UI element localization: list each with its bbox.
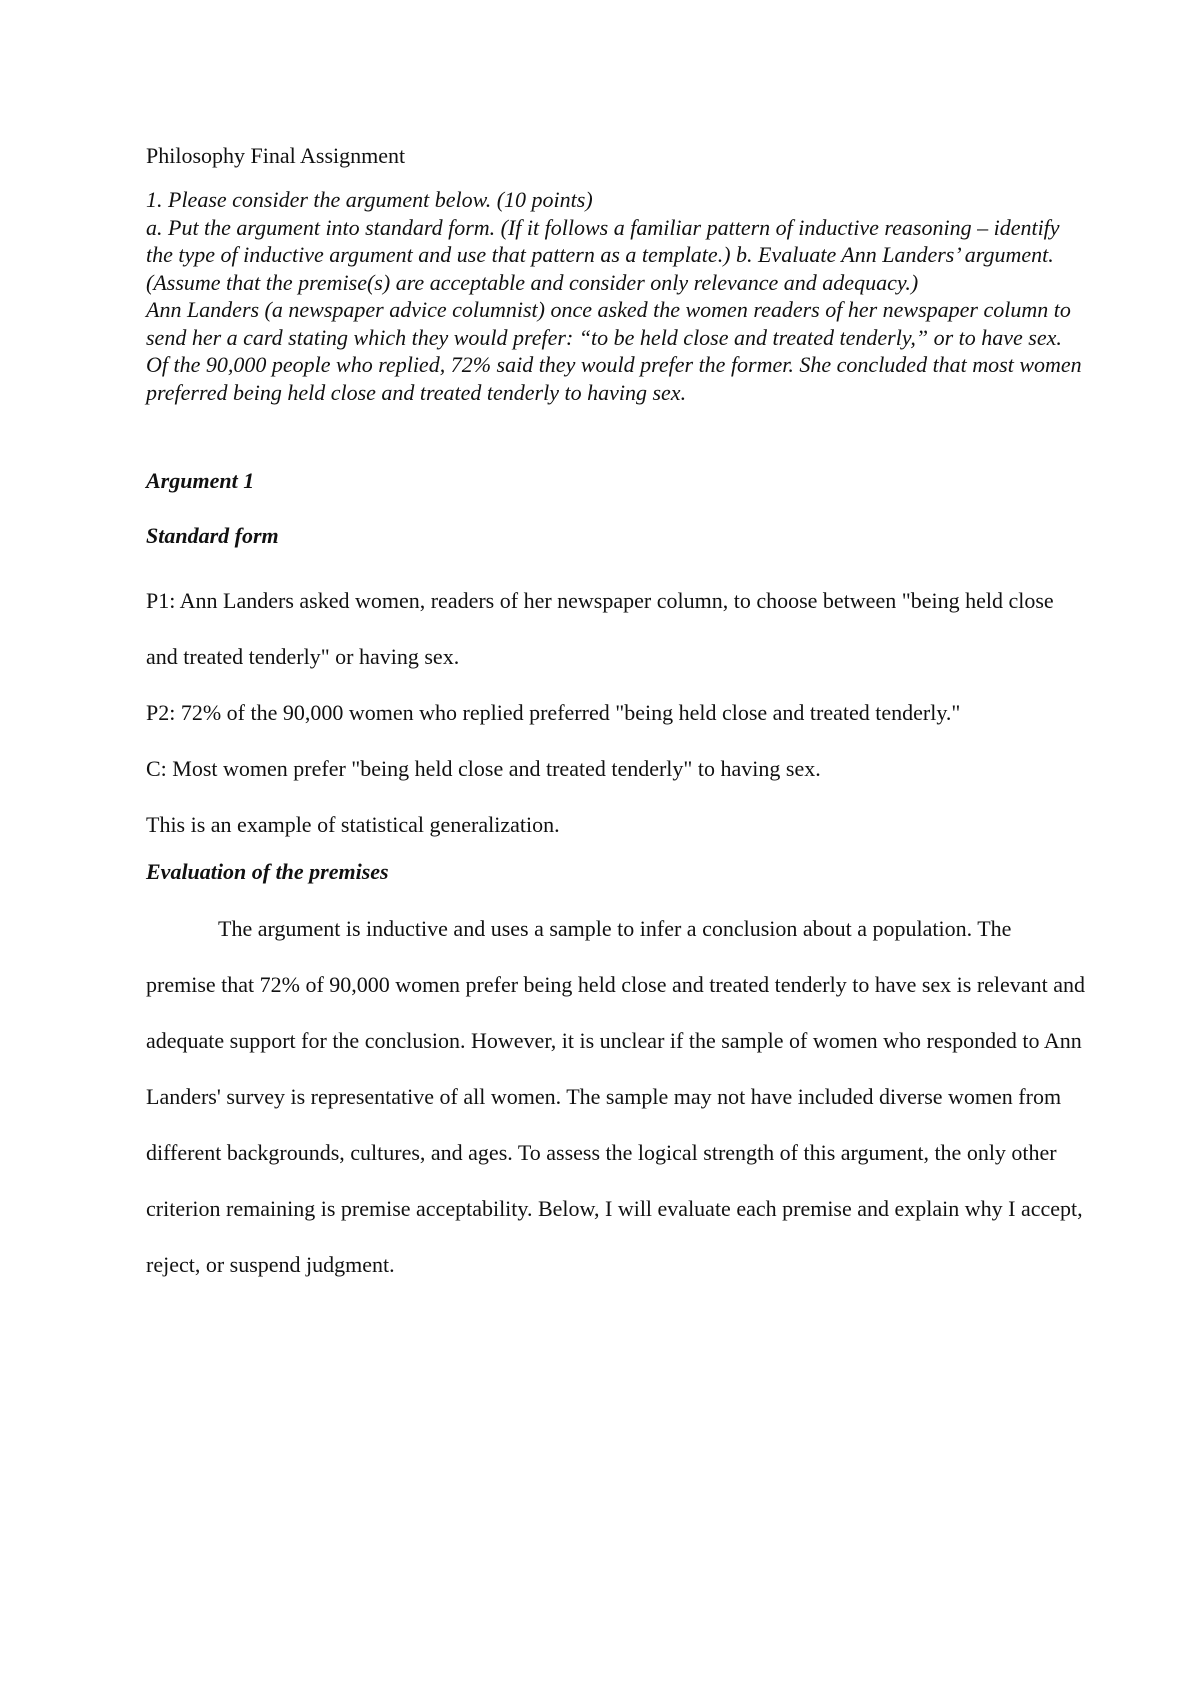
standard-form-heading: Standard form [146,523,279,548]
assignment-prompt [146,186,1086,406]
prompt-scenario: Ann Landers (a newspaper advice columnist) once asked the women readers of her newspaper column to send her a card stating which they would prefer: “to be held close and treated tenderly,” or to have sex. Of the 90,000 people who replied, 72% said they would prefer the former. She concluded that most women preferred being held close and treated tenderly to having sex. [146,297,1082,405]
evaluation-paragraph: The argument is inductive and uses a sample to infer a conclusion about a population. The premise that 72% of 90,000 women prefer being held close and treated tenderly to have sex is relevant and adequate support for the conclusion. However, it is unclear if the sample of women who responded to Ann Landers' survey is representative of all women. The sample may not have included diverse women from different backgrounds, cultures, and ages. To assess the logical strength of this argument, the only other criterion remaining is premise acceptability. Below, I will evaluate each premise and explain why I accept, reject, or suspend judgment. [146,916,1085,1277]
section-spacer [146,406,1086,466]
evaluation-heading: Evaluation of the premises [146,859,389,884]
conclusion: C: Most women prefer "being held close and treated tenderly" to having sex. [146,756,821,781]
argument-heading: Argument 1 [146,468,255,493]
argument-type-statement: This is an example of statistical generalization. [146,812,560,837]
prompt-question: 1. Please consider the argument below. (10 points) [146,187,593,212]
premise-2: P2: 72% of the 90,000 women who replied preferred "being held close and treated tenderly." [146,700,961,725]
document-page [146,140,1086,1293]
document-title: Philosophy Final Assignment [146,143,406,168]
prompt-instructions: a. Put the argument into standard form. (If it follows a familiar pattern of inductive reasoning – identify the type of inductive argument and use that pattern as a template.) b. Evaluate Ann Landers’ argument. (Assume that the premise(s) are acceptable and consider only relevance and adequacy.) [146,214,1060,295]
premise-1: P1: Ann Landers asked women, readers of her newspaper column, to choose between "being held close and treated tenderly" or having sex. [146,588,1054,669]
